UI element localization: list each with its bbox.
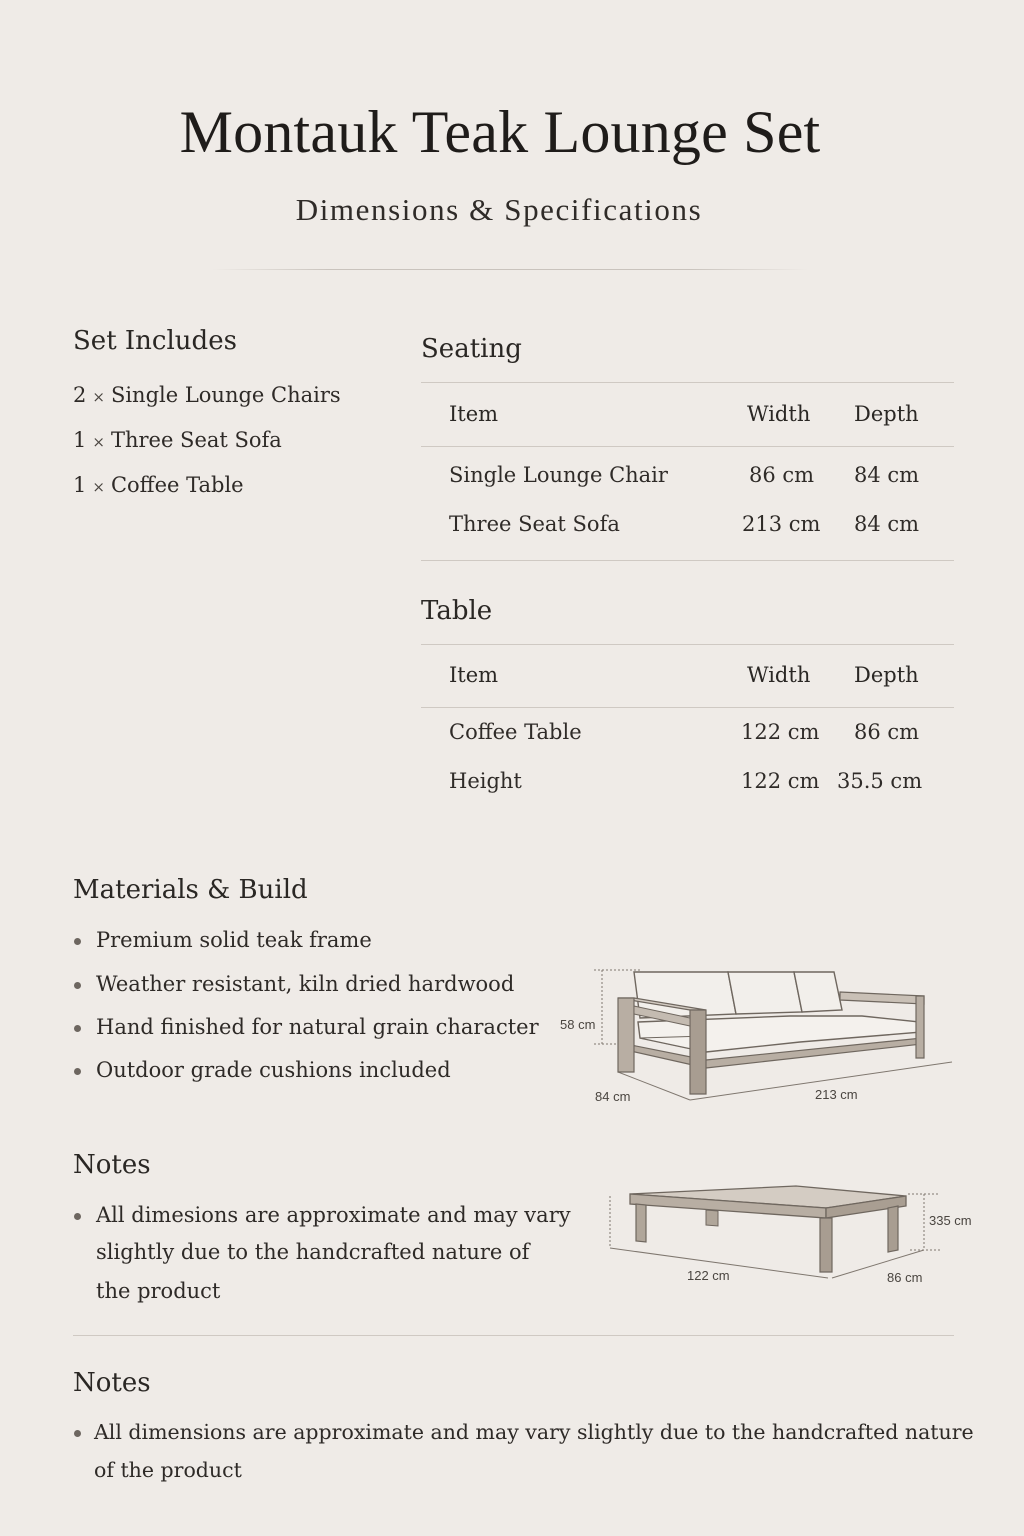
column-header-depth: Depth — [854, 663, 919, 687]
note-line: the product — [96, 1279, 221, 1303]
sofa-width-label: 213 cm — [815, 1087, 858, 1102]
table-depth-label: 86 cm — [887, 1270, 923, 1285]
page-subtitle: Dimensions & Specifications — [295, 192, 703, 227]
bullet-icon — [74, 1430, 81, 1437]
header-divider — [212, 269, 808, 270]
list-item: Weather resistant, kiln dried hardwood — [96, 972, 515, 996]
note-line: slightly due to the handcrafted nature of — [96, 1240, 530, 1264]
table-cell-item: Three Seat Sofa — [449, 512, 620, 536]
column-header-item: Item — [449, 402, 499, 426]
table-cell-width: 122 cm — [741, 720, 820, 744]
sofa-diagram — [560, 960, 960, 1110]
table-rule — [421, 560, 954, 561]
section-divider — [73, 1335, 954, 1336]
item-quantity: 2 — [73, 383, 87, 407]
times-sign: × — [92, 478, 105, 496]
materials-heading: Materials & Build — [73, 875, 308, 905]
table-cell-item: Coffee Table — [449, 720, 582, 744]
page-title: Montauk Teak Lounge Set — [179, 99, 821, 165]
table-rule — [421, 644, 954, 645]
item-name: Coffee Table — [110, 473, 244, 497]
notes-heading: Notes — [73, 1150, 151, 1180]
item-name: Single Lounge Chairs — [110, 383, 341, 407]
bullet-icon — [74, 938, 81, 945]
table-cell-width: 86 cm — [749, 463, 815, 487]
list-item — [73, 473, 244, 497]
list-item — [73, 383, 341, 407]
list-item: Hand finished for natural grain character — [96, 1015, 539, 1039]
table-cell-depth: 35.5 cm — [837, 769, 923, 793]
table-rule — [421, 446, 954, 447]
coffee-table-illustration — [630, 1186, 906, 1272]
set-includes-heading: Set Includes — [73, 326, 237, 356]
list-item: Premium solid teak frame — [96, 928, 372, 952]
table-cell-item: Height — [449, 769, 522, 793]
item-name: Three Seat Sofa — [110, 428, 282, 452]
times-sign: × — [92, 388, 105, 406]
sofa-depth-label: 84 cm — [595, 1089, 631, 1104]
table-cell-depth: 86 cm — [854, 720, 920, 744]
note-line: of the product — [94, 1458, 242, 1482]
bullet-icon — [74, 1213, 81, 1220]
list-item: Outdoor grade cushions included — [96, 1058, 451, 1082]
column-header-width: Width — [747, 402, 811, 426]
table-cell-width: 122 cm — [741, 769, 820, 793]
note-line: All dimesions are approximate and may vary — [96, 1203, 571, 1227]
note-line: All dimensions are approximate and may vary slightly due to the handcrafted nature — [94, 1420, 974, 1444]
table-heading: Table — [421, 596, 493, 626]
bullet-icon — [74, 982, 81, 989]
table-width-label: 122 cm — [687, 1268, 730, 1283]
list-item — [73, 428, 282, 452]
seating-heading: Seating — [421, 334, 522, 364]
item-quantity: 1 — [73, 473, 87, 497]
column-header-width: Width — [747, 663, 811, 687]
table-cell-depth: 84 cm — [854, 512, 920, 536]
bullet-icon — [74, 1025, 81, 1032]
table-cell-width: 213 cm — [742, 512, 821, 536]
table-rule — [421, 382, 954, 383]
sofa-height-label: 58 cm — [560, 1017, 596, 1032]
bullet-icon — [74, 1068, 81, 1075]
table-rule — [421, 707, 954, 708]
column-header-item: Item — [449, 663, 499, 687]
table-height-label: 335 cm — [929, 1213, 972, 1228]
column-header-depth: Depth — [854, 402, 919, 426]
times-sign: × — [92, 433, 105, 451]
table-cell-item: Single Lounge Chair — [449, 463, 668, 487]
item-quantity: 1 — [73, 428, 87, 452]
table-cell-depth: 84 cm — [854, 463, 920, 487]
sofa-illustration — [618, 972, 924, 1094]
notes-heading: Notes — [73, 1368, 151, 1398]
